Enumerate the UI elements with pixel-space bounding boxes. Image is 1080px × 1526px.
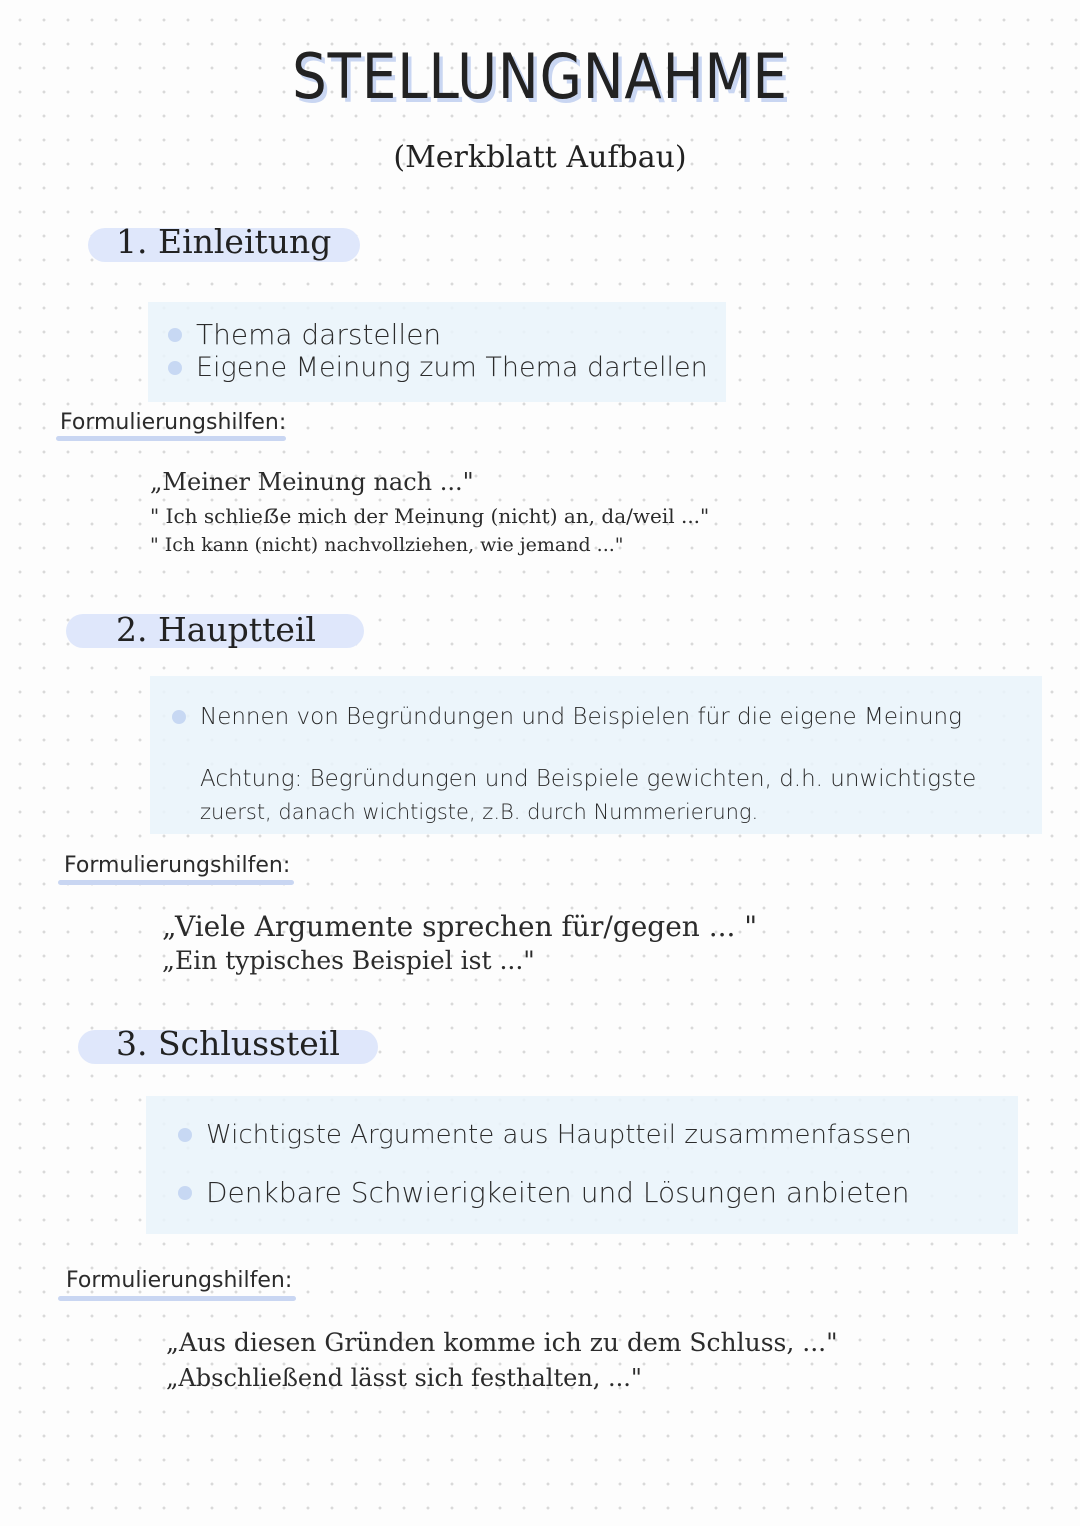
section-1-bullet-1: [168, 318, 441, 351]
section-2-helper-underline: [58, 880, 294, 885]
bullet-dot: [168, 328, 182, 342]
page-title: STELLUNGNAHME: [292, 40, 788, 113]
bullet-text: Wichtigste Argumente aus Hauptteil zusammenfassen: [206, 1120, 912, 1150]
section-3-phrase-2: „Abschließend lässt sich festhalten, ...": [166, 1364, 642, 1392]
section-2-phrase-2: „Ein typisches Beispiel ist ...": [162, 946, 535, 975]
section-3-bullet-1: [178, 1120, 912, 1150]
section-1-heading: 1. Einleitung: [116, 222, 332, 261]
section-2-bullet-1: [172, 704, 962, 730]
section-3-helper-underline: [58, 1296, 296, 1301]
section-2-note-line-2: zuerst, danach wichtigste, z.B. durch Nummerierung.: [200, 800, 759, 824]
bullet-dot: [168, 361, 182, 375]
section-1-helper-underline: [56, 436, 286, 441]
section-1-helper-label: Formulierungshilfen:: [60, 410, 287, 435]
section-1-phrase-2: " Ich schlieẞe mich der Meinung (nicht) an, da/weil ...": [150, 504, 710, 528]
section-3-bullet-2: [178, 1176, 910, 1209]
section-3-bullet-box: [146, 1096, 1018, 1234]
bullet-text: Denkbare Schwierigkeiten und Lösungen anbieten: [206, 1176, 910, 1209]
bullet-dot: [178, 1186, 192, 1200]
section-3-helper-label: Formulierungshilfen:: [66, 1268, 293, 1293]
section-3-phrase-1: „Aus diesen Gründen komme ich zu dem Schluss, ...": [166, 1328, 838, 1357]
section-2-heading: 2. Hauptteil: [116, 610, 316, 649]
bullet-text: Thema darstellen: [196, 318, 442, 351]
section-2-helper-label: Formulierungshilfen:: [64, 853, 291, 878]
section-1-bullet-2: [168, 352, 708, 383]
page-subtitle: (Merkblatt Aufbau): [393, 140, 687, 175]
bullet-text: Nennen von Begründungen und Beispielen für die eigene Meinung: [200, 704, 962, 730]
bullet-dot: [172, 710, 186, 724]
bullet-text: Eigene Meinung zum Thema dartellen: [196, 352, 708, 383]
section-2-phrase-1: „Viele Argumente sprechen für/gegen ... ": [162, 910, 758, 943]
section-2-note-line-1: Achtung: Begründungen und Beispiele gewichten, d.h. unwichtigste: [200, 766, 977, 792]
section-1-phrase-3: " Ich kann (nicht) nachvollziehen, wie jemand ...": [150, 534, 624, 556]
bullet-dot: [178, 1128, 192, 1142]
section-3-heading: 3. Schlussteil: [116, 1024, 340, 1063]
section-1-phrase-1: „Meiner Meinung nach ...": [150, 468, 474, 496]
